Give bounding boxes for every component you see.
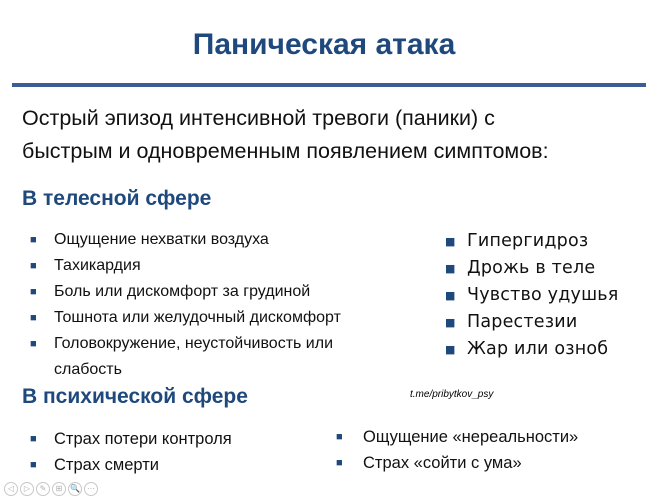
list-item: ■ Головокружение, неустойчивость или слабость	[30, 331, 384, 383]
title-divider	[12, 83, 646, 87]
intro-text	[22, 102, 632, 168]
list-item: ■ Ощущение нехватки воздуха	[30, 227, 410, 253]
list-item: ■ Тошнота или желудочный дискомфорт	[30, 305, 410, 331]
bullet-icon: ■	[30, 338, 37, 350]
bullet-icon: ■	[30, 433, 37, 445]
bullet-icon: ■	[30, 234, 37, 246]
bullet-icon: ■	[30, 286, 37, 298]
list-item: ■ Парестезии	[445, 309, 645, 336]
list-item: ■ Тахикардия	[30, 253, 410, 279]
previous-slide-icon[interactable]: ◁	[4, 482, 18, 496]
bullet-icon: ■	[445, 289, 456, 302]
body-section-heading: В телесной сфере	[22, 187, 212, 210]
pen-icon[interactable]: ✎	[36, 482, 50, 496]
watermark-link[interactable]: t.me/pribytkov_psy	[410, 389, 494, 400]
list-item: ■ Страх смерти	[30, 452, 320, 478]
bullet-icon: ■	[336, 457, 343, 469]
slide-title: Паническая атака	[192, 28, 456, 61]
body-symptoms-left-list	[30, 227, 410, 383]
more-options-icon[interactable]: ⋯	[84, 482, 98, 496]
bullet-icon: ■	[30, 312, 37, 324]
bullet-icon: ■	[336, 431, 343, 443]
body-symptoms-right-list	[445, 228, 645, 363]
list-item: ■ Жар или озноб	[445, 336, 645, 363]
intro-line-2: быстрым и одновременным появлением симптомов:	[22, 139, 549, 163]
list-item: ■ Чувство удушья	[445, 282, 645, 309]
bullet-icon: ■	[445, 235, 456, 248]
list-item: ■ Страх потери контроля	[30, 426, 320, 452]
list-item: ■ Ощущение «нереальности»	[336, 424, 636, 450]
list-item: ■ Гипергидроз	[445, 228, 645, 255]
bullet-icon: ■	[30, 260, 37, 272]
bullet-icon: ■	[445, 262, 456, 275]
psy-symptoms-right-list	[336, 424, 636, 476]
slides-grid-icon[interactable]: ⊞	[52, 482, 66, 496]
bullet-icon: ■	[30, 459, 37, 471]
list-item: ■ Страх «сойти с ума»	[336, 450, 636, 476]
slideshow-controls	[4, 482, 98, 498]
bullet-icon: ■	[445, 316, 456, 329]
list-item: ■ Боль или дискомфорт за грудиной	[30, 279, 410, 305]
psy-section-heading: В психической сфере	[22, 385, 248, 408]
bullet-icon: ■	[445, 343, 456, 356]
list-item: ■ Дрожь в теле	[445, 255, 645, 282]
next-slide-icon[interactable]: ▷	[20, 482, 34, 496]
zoom-icon[interactable]: 🔍	[68, 482, 82, 496]
intro-line-1: Острый эпизод интенсивной тревоги (паники) с	[22, 106, 495, 130]
psy-symptoms-left-list	[30, 426, 320, 478]
